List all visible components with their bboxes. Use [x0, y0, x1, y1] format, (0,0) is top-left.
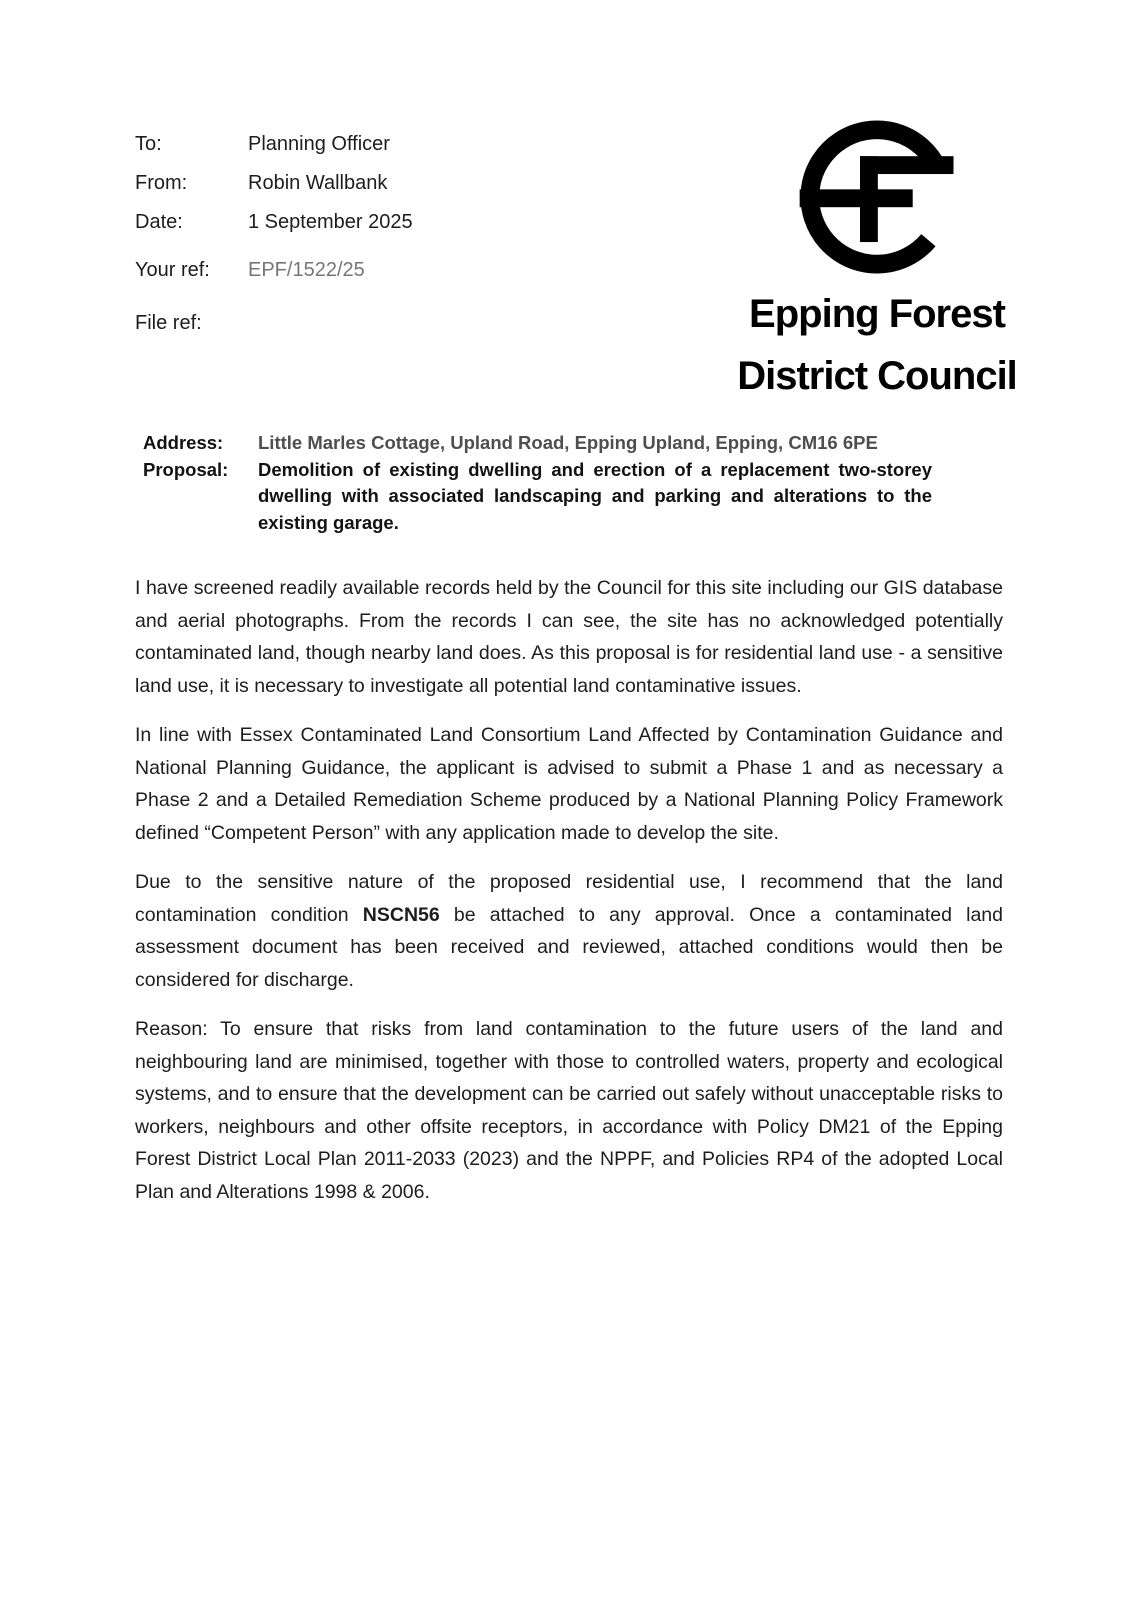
memo-field-label: To: [135, 133, 162, 155]
memo-field-value: Robin Wallbank [248, 172, 388, 194]
address-label: Address: [143, 432, 224, 453]
memo-header [135, 133, 413, 351]
efdc-logo-icon [792, 112, 962, 282]
proposal-row [135, 457, 932, 537]
address-row [135, 430, 932, 457]
condition-code: NSCN56 [362, 903, 440, 926]
memo-field-value: Planning Officer [248, 133, 390, 155]
recommendation-text-pre: Due to the sensitive nature of the proposed residential use, I recommend that the land contamination condition [135, 871, 1003, 926]
memo-field-value: 1 September 2025 [248, 211, 413, 233]
memo-field-label: Date: [135, 211, 183, 233]
paragraph-reason: Reason: To ensure that risks from land contamination to the future users of the land and neighbouring land are minimised, together with those to controlled waters, property and ecological systems, and to ensure that the development can be carried out safely without unacceptable risks to workers, neighbours and other offsite receptors, in accordance with Policy DM21 of the Epping Forest District Local Plan 2011-2033 (2023) and the NPPF, and Policies RP4 of the adopted Local Plan and Alterations 1998 & 2006. [135, 1018, 1003, 1203]
council-name-line2: District Council [737, 354, 1017, 398]
council-logo [712, 112, 1042, 406]
proposal-label: Proposal: [143, 458, 229, 480]
memo-field-label: File ref: [135, 312, 202, 334]
letter-body [135, 572, 1003, 1225]
paragraph-recommendation [135, 866, 1003, 996]
memo-field-to [135, 133, 413, 156]
memo-field-value: EPF/1522/25 [248, 259, 365, 281]
memo-field-date [135, 211, 413, 234]
memo-field-file-ref [135, 312, 413, 335]
council-name-line1: Epping Forest [749, 292, 1005, 336]
memo-field-label: Your ref: [135, 259, 210, 281]
memo-field-from [135, 172, 413, 195]
memo-field-label: From: [135, 172, 188, 194]
address-proposal-block [135, 430, 932, 536]
memo-field-your-ref [135, 259, 413, 282]
paragraph-guidance: In line with Essex Contaminated Land Consortium Land Affected by Contamination Guidance and National Planning Guidance, the applicant is advised to submit a Phase 1 and as necessary a Phase 2 and a Detailed Remediation Scheme produced by a National Planning Policy Framework defined “Competent Person” with any application made to develop the site. [135, 724, 1003, 844]
recommendation-text-post: be attached to any approval. Once a contaminated land assessment document has been received and reviewed, attached conditions would then be considered for discharge. [135, 903, 1004, 991]
address-value: Little Marles Cottage, Upland Road, Epping Upland, Epping, CM16 6PE [258, 432, 878, 453]
paragraph-screening: I have screened readily available records held by the Council for this site including our GIS database and aerial photographs. From the records I can see, the site has no acknowledged potentially contaminated land, though nearby land does. As this proposal is for residential land use - a sensitive land use, it is necessary to investigate all potential land contaminative issues. [135, 577, 1003, 697]
proposal-value: Demolition of existing dwelling and erection of a replacement two-storey dwelling with associated landscaping and parking and alterations to the existing garage. [258, 458, 932, 533]
